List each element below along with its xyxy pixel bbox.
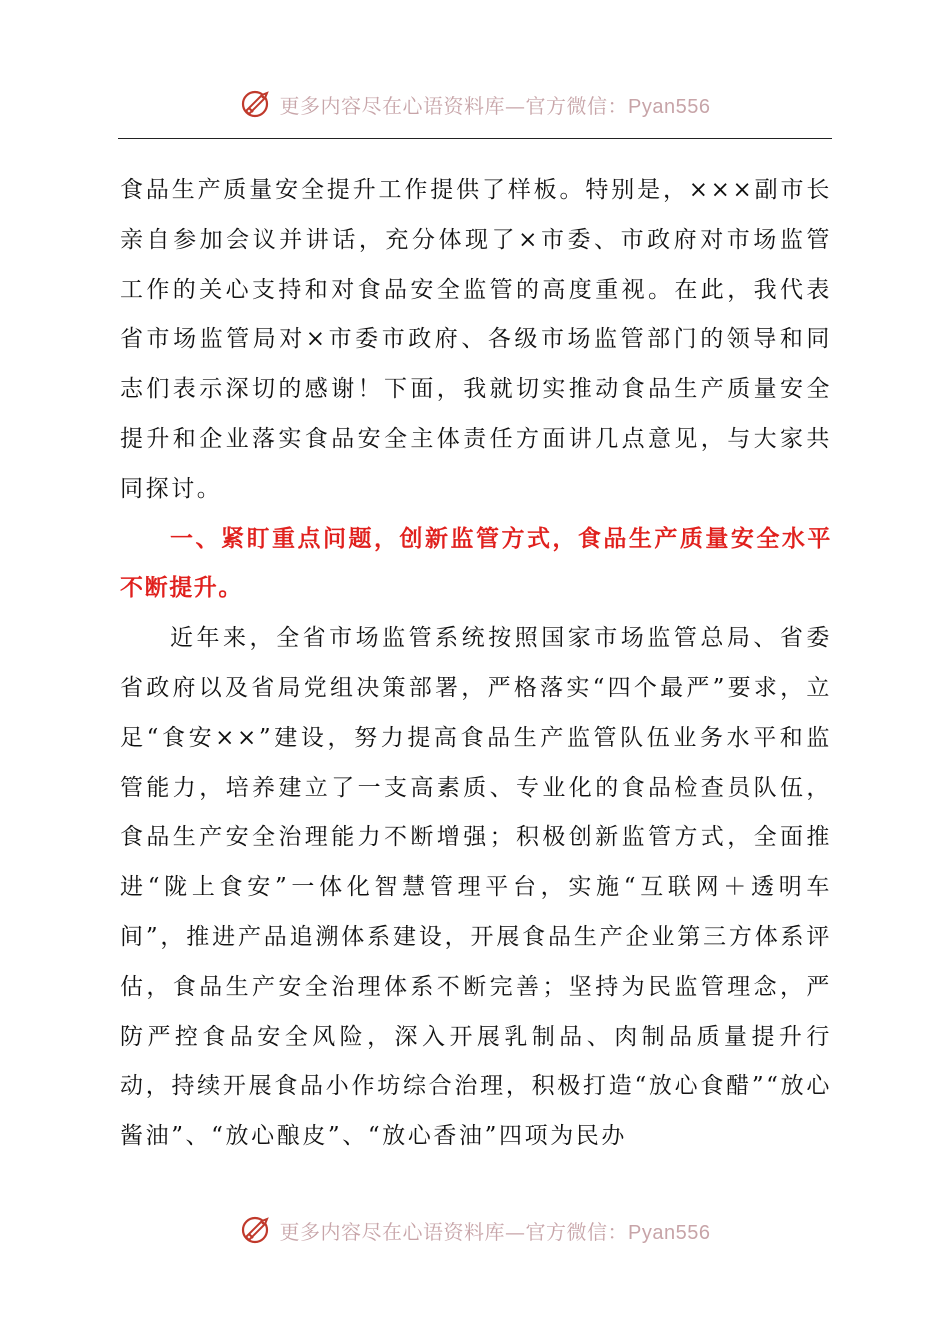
body-paragraph-2: 近年来，全省市场监管系统按照国家市场监管总局、省委省政府以及省局党组决策部署，严格落实“四个最严”要求，立足“食安××”建设，努力提高食品生产监管队伍业务水平和监管能力，培养建立了一支高素质、专业化的食品检查员队伍，食品生产安全治理能力不断增强；积极创新监管方式，全面推进“陇上食安”一体化智慧管理平台，实施“互联网＋透明车间”，推进产品追溯体系建设，开展食品生产企业第三方体系评估，食品生产安全治理体系不断完善；坚持为民监管理念，严防严控食品安全风险，深入开展乳制品、肉制品质量提升行动，持续开展食品小作坊综合治理，积极打造“放心食醋”“放心酱油”、“放心酿皮”、“放心香油”四项为民办 [120, 625, 832, 1150]
header-watermark-handle: Pyan556 [628, 95, 711, 118]
footer-watermark-text [280, 1216, 711, 1245]
header-divider [118, 138, 832, 139]
footer-watermark-caption: 更多内容尽在心语资料库—官方微信： [279, 1219, 629, 1244]
header-watermark-inner [240, 87, 711, 121]
body-paragraph-1: 食品生产质量安全提升工作提供了样板。特别是，×××副市长亲自参加会议并讲话，充分体现了×市委、市政府对市场监管工作的关心支持和对食品安全监管的高度重视。在此，我代表省市场监管局对×市委市政府、各级市场监管部门的领导和同志们表示深切的感谢！下面，我就切实推动食品生产质量安全提升和企业落实食品安全主体责任方面讲几点意见，与大家共同探讨。 [120, 177, 832, 502]
pen-nib-logo-icon [240, 1213, 274, 1247]
document-body [120, 166, 832, 1162]
footer-watermark-inner [240, 1213, 711, 1247]
footer-watermark [0, 1206, 950, 1254]
section-heading-1: 一、紧盯重点问题，创新监管方式，食品生产质量安全水平不断提升。 [120, 525, 832, 602]
header-watermark [0, 80, 950, 128]
footer-watermark-handle: Pyan556 [628, 1221, 711, 1244]
header-watermark-text [280, 90, 711, 119]
header-watermark-caption: 更多内容尽在心语资料库—官方微信： [279, 93, 629, 118]
pen-nib-logo-icon [240, 87, 274, 121]
